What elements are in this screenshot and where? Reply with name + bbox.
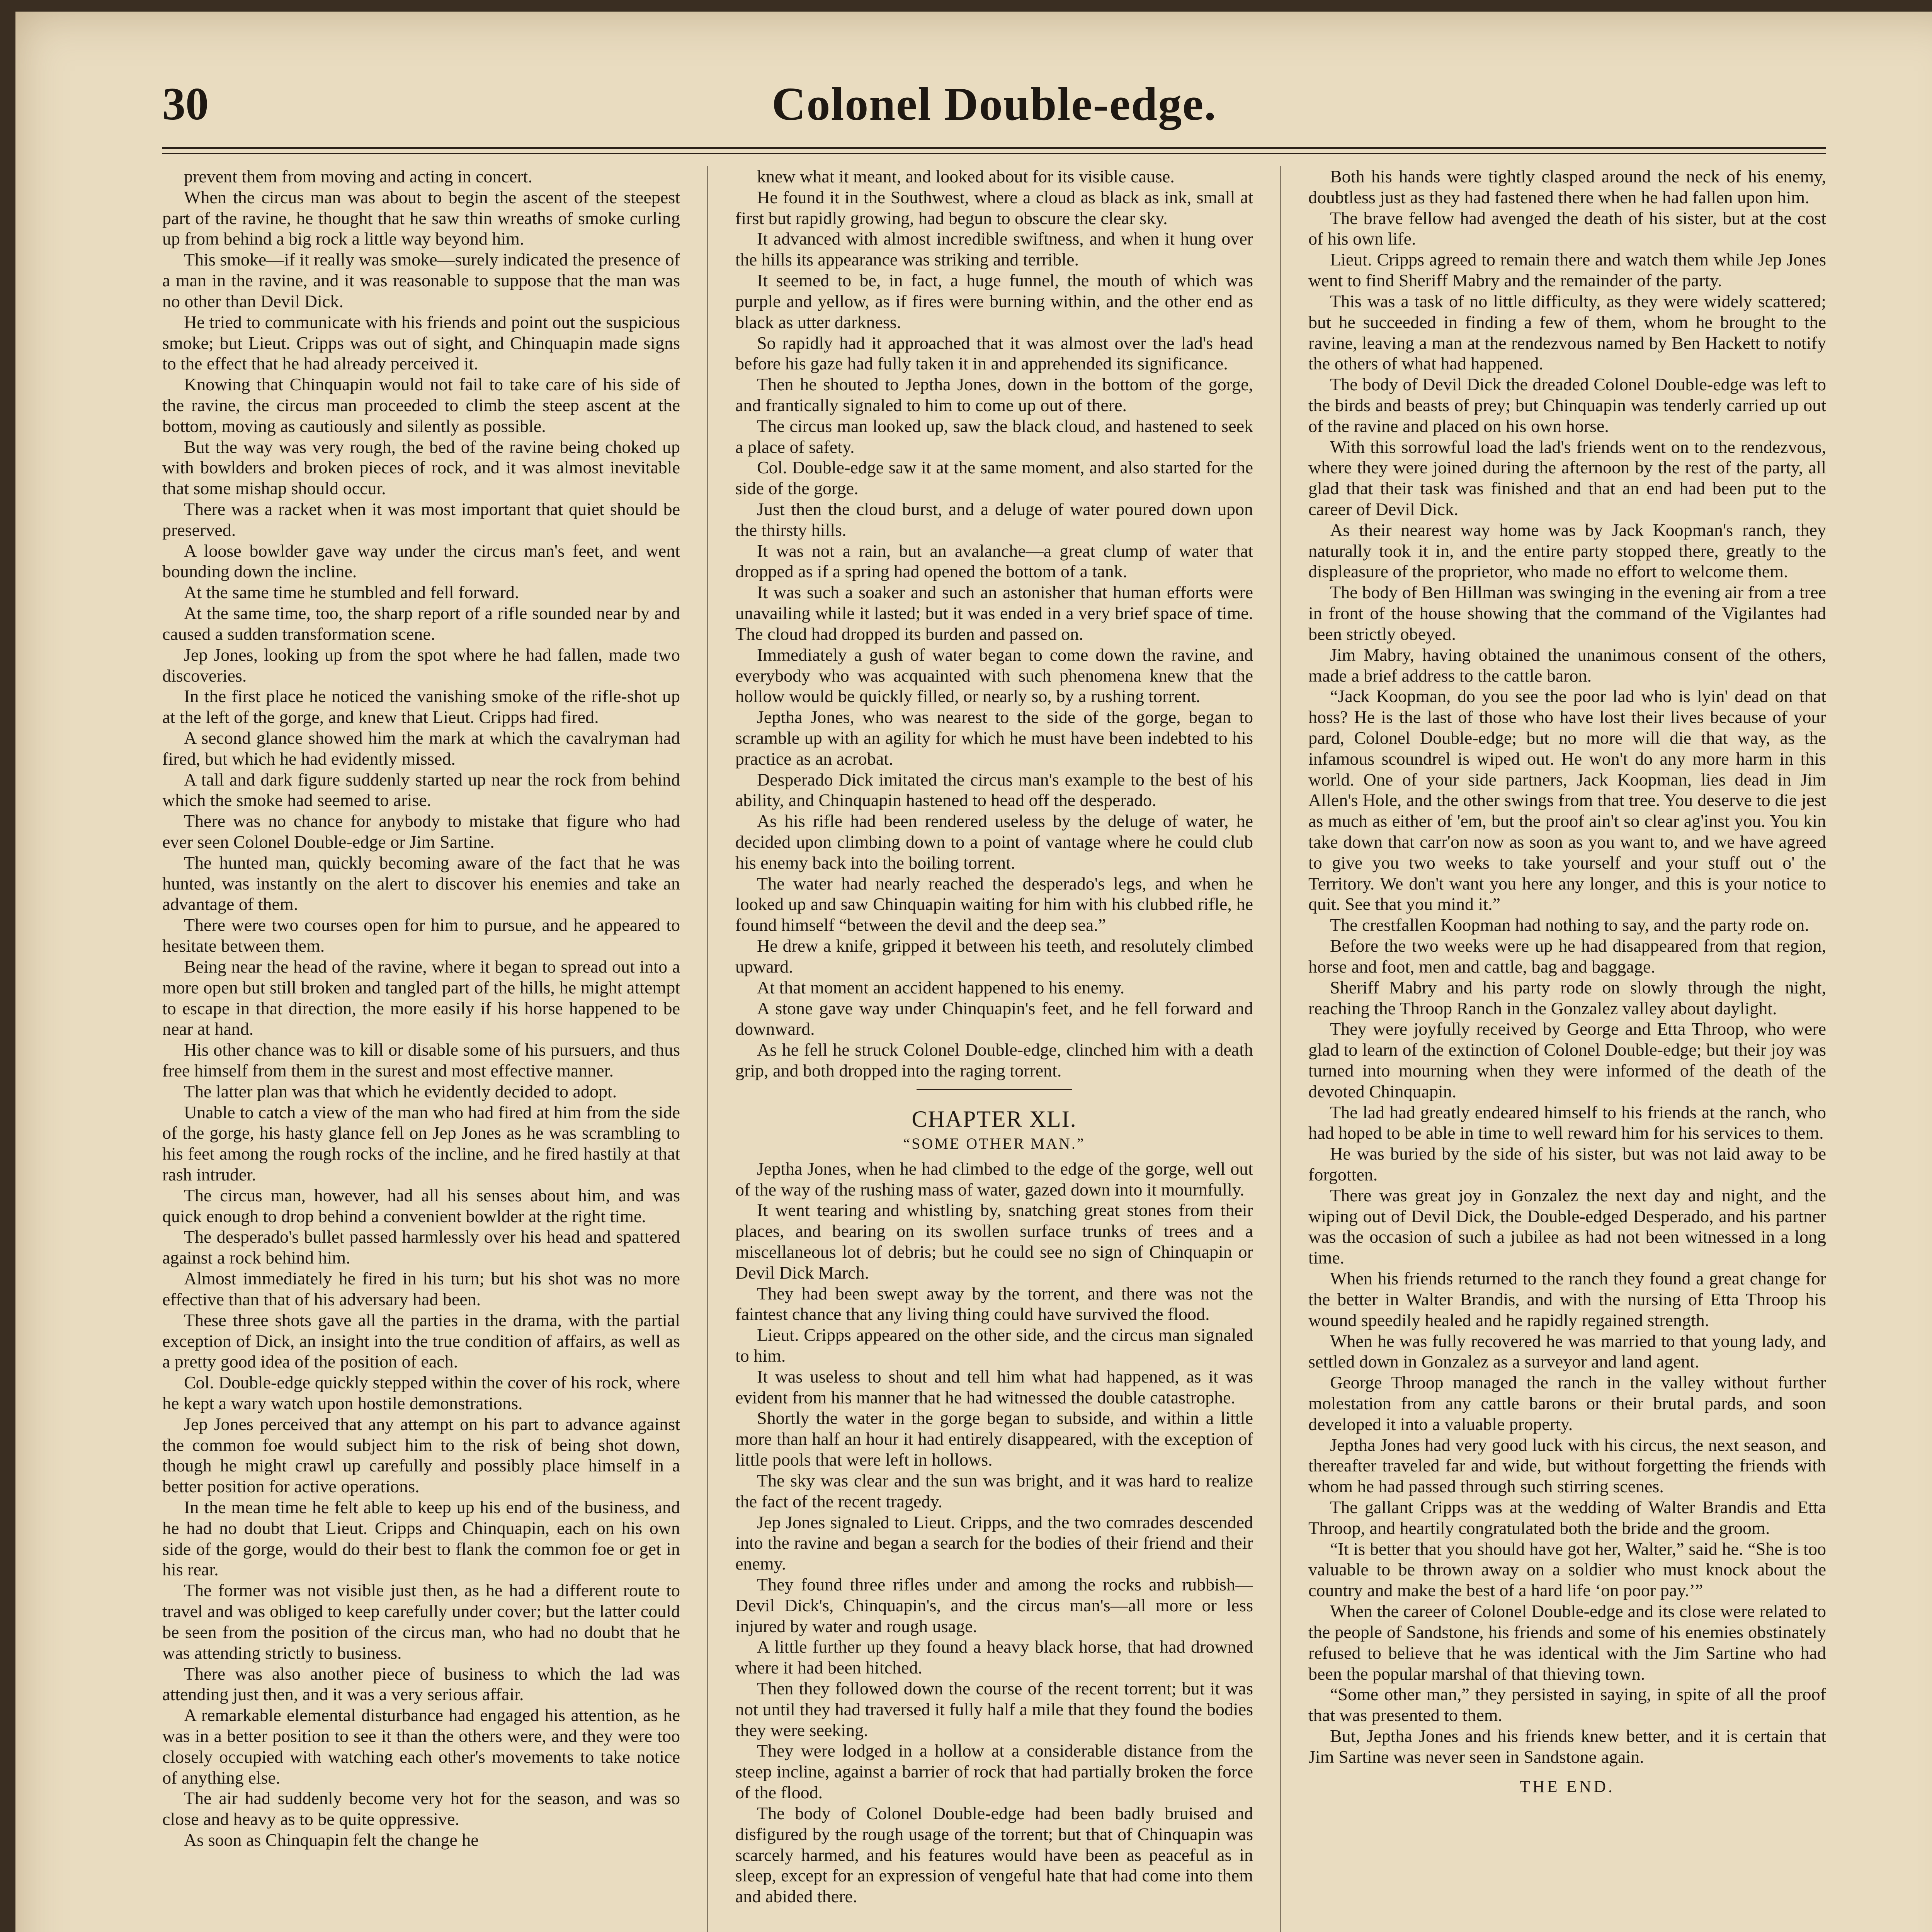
paragraph: There was a racket when it was most important that quiet should be preserved. [162, 499, 680, 540]
paragraph: Then he shouted to Jeptha Jones, down in the bottom of the gorge, and frantically signaled to him to come up out of there. [735, 374, 1253, 415]
paragraph: Knowing that Chinquapin would not fail to take care of his side of the ravine, the circus man proceeded to climb the steep ascent at the bottom, moving as cautiously and silently as possible. [162, 374, 680, 436]
paragraph: So rapidly had it approached that it was almost over the lad's head before his gaze had fully taken it in and apprehended its significance. [735, 333, 1253, 374]
paragraph: A tall and dark figure suddenly started up near the rock from behind which the smoke had seemed to arise. [162, 769, 680, 810]
paragraph: It went tearing and whistling by, snatching great stones from their places, and bearing on its swollen surface trunks of trees and a miscellaneous lot of debris; but he could see no sign of Chinquapin or Devil Dick March. [735, 1200, 1253, 1282]
column-2-after-chapter [735, 1158, 1253, 1907]
paragraph: A little further up they found a heavy black horse, that had drowned where it had been hitched. [735, 1637, 1253, 1678]
paragraph: Immediately a gush of water began to come down the ravine, and everybody who was acquainted with such phenomena knew that the hollow would be quickly filled, or nearly so, by a rushing torrent. [735, 645, 1253, 706]
paragraph: The desperado's bullet passed harmlessly over his head and spattered against a rock behind him. [162, 1227, 680, 1268]
paragraph: “Jack Koopman, do you see the poor lad who is lyin' dead on that hoss? He is the last of those who have lost their lives because of your pard, Colonel Double-edge; but no more will die that way, as the infamous scoundrel is wiped out. He won't do any more harm in this world. One of your side partners, Jack Koopman, lies dead in Jim Allen's Hole, and the other swings from that tree. You deserve to die jest as much as either of 'em, but the proof ain't so clear ag'inst you. You kin take down that carr'on now as soon as you want to, and we have agreed to give you two weeks to take yourself and your stuff out o' the Territory. We don't want you here any longer, and this is your notice to quit. See that you mind it.” [1308, 686, 1826, 914]
paragraph: His other chance was to kill or disable some of his pursuers, and thus free himself from them in the surest and most effective manner. [162, 1040, 680, 1080]
paragraph: It was not a rain, but an avalanche—a great clump of water that dropped as if a spring had opened the bottom of a tank. [735, 541, 1253, 582]
column-2-before-chapter [735, 166, 1253, 1081]
paragraph: He drew a knife, gripped it between his teeth, and resolutely climbed upward. [735, 936, 1253, 976]
paragraph: Shortly the water in the gorge began to subside, and within a little more than half an hour it had entirely disappeared, with the exception of little pools that were left in hollows. [735, 1408, 1253, 1470]
paragraph: As their nearest way home was by Jack Koopman's ranch, they naturally took it in, and the entire party stopped there, greatly to the displeasure of the proprietor, who made no effort to welcome them. [1308, 520, 1826, 582]
paragraph: Jeptha Jones had very good luck with his circus, the next season, and thereafter traveled far and wide, but without forgetting the friends with whom he had passed through such stirring scenes. [1308, 1435, 1826, 1497]
paragraph: They were joyfully received by George and Etta Throop, who were glad to learn of the extinction of Colonel Double-edge; but their joy was turned into mourning when they were informed of the death of the devoted Chinquapin. [1308, 1019, 1826, 1101]
paragraph: As he fell he struck Colonel Double-edge, clinched him with a death grip, and both dropped into the raging torrent. [735, 1040, 1253, 1080]
paragraph: Jep Jones signaled to Lieut. Cripps, and the two comrades descended into the ravine and began a search for the bodies of their friend and their enemy. [735, 1512, 1253, 1574]
paragraph: There was great joy in Gonzalez the next day and night, and the wiping out of Devil Dick, the Double-edged Desperado, and his partner was the occasion of such a jubilee as had not been witnessed in a long time. [1308, 1185, 1826, 1268]
paragraph: Both his hands were tightly clasped around the neck of his enemy, doubtless just as they had fastened there when he had fallen upon him. [1308, 167, 1826, 207]
paragraph: prevent them from moving and acting in concert. [184, 167, 532, 186]
paragraph: He was buried by the side of his sister, but was not laid away to be forgotten. [1308, 1144, 1826, 1184]
paragraph: Then they followed down the course of the recent torrent; but it was not until they had traversed it fully half a mile that they found the bodies they were seeking. [735, 1679, 1253, 1740]
chapter-heading: CHAPTER XLI. [912, 1106, 1077, 1132]
page-title: Colonel Double-edge. [772, 78, 1217, 130]
column-divider [1280, 166, 1281, 1932]
paragraph: The brave fellow had avenged the death of his sister, but at the cost of his own life. [1308, 208, 1826, 249]
column-3-text [1308, 166, 1826, 1767]
paragraph: But the way was very rough, the bed of the ravine being choked up with bowlders and broken pieces of rock, and it was almost inevitable that some mishap should occur. [162, 437, 680, 498]
paragraph: This was a task of no little difficulty, as they were widely scattered; but he succeeded in finding a few of them, whom he brought to the ravine, leaving a man at the rendezvous named by Ben Hackett to notify the others of what had happened. [1308, 291, 1826, 374]
column-divider [707, 166, 708, 1932]
paragraph: “It is better that you should have got her, Walter,” said he. “She is too valuable to be thrown away on a soldier who must knock about the country and make the best of a hard life ‘on poor pay.’” [1308, 1539, 1826, 1600]
paragraph: When he was fully recovered he was married to that young lady, and settled down in Gonzalez as a surveyor and land agent. [1308, 1331, 1826, 1372]
paragraph: Just then the cloud burst, and a deluge of water poured down upon the thirsty hills. [735, 499, 1253, 540]
paragraph: He tried to communicate with his friends and point out the suspicious smoke; but Lieut. Cripps was out of sight, and Chinquapin made signs to the effect that he had already perceived it. [162, 312, 680, 374]
paragraph: A loose bowlder gave way under the circus man's feet, and went bounding down the incline. [162, 541, 680, 582]
chapter-rule [917, 1089, 1072, 1090]
paragraph: The body of Colonel Double-edge had been badly bruised and disfigured by the rough usage of the torrent; but that of Chinquapin was scarcely harmed, and his features would have been as peaceful as in sleep, except for an expression of vengeful hate that had come into them and abided there. [735, 1803, 1253, 1906]
paragraph: Col. Double-edge quickly stepped within the cover of his rock, where he kept a wary watch upon hostile demonstrations. [162, 1372, 680, 1413]
article-columns [162, 166, 1826, 1932]
paragraph: They found three rifles under and among the rocks and rubbish—Devil Dick's, Chinquapin's, and the circus man's—all more or less injured by water and rough usage. [735, 1574, 1253, 1636]
paragraph: They had been swept away by the torrent, and there was not the faintest chance that any living thing could have survived the flood. [735, 1283, 1253, 1324]
paragraph: Lieut. Cripps agreed to remain there and watch them while Jep Jones went to find Sheriff Mabry and the remainder of the party. [1308, 250, 1826, 291]
paragraph: Lieut. Cripps appeared on the other side, and the circus man signaled to him. [735, 1325, 1253, 1366]
paragraph: A remarkable elemental disturbance had engaged his attention, as he was in a better position to see it than the others were, and they were too closely occupied with watching each other's movements to take notice of anything else. [162, 1705, 680, 1787]
paragraph: Jeptha Jones, who was nearest to the side of the gorge, began to scramble up with an agility for which he must have been indebted to his practice as an acrobat. [735, 707, 1253, 769]
paragraph: These three shots gave all the parties in the drama, with the partial exception of Dick, an insight into the true condition of affairs, as well as a pretty good idea of the position of each. [162, 1310, 680, 1372]
newspaper-page [15, 12, 1932, 1932]
paragraph: A stone gave way under Chinquapin's feet, and he fell forward and downward. [735, 998, 1253, 1039]
paragraph: George Throop managed the ranch in the valley without further molestation from any cattle barons or their brutal pards, and soon developed it into a valuable property. [1308, 1372, 1826, 1434]
paragraph: They were lodged in a hollow at a considerable distance from the steep incline, against a barrier of rock that had partially broken the force of the flood. [735, 1741, 1253, 1803]
paragraph: It was useless to shout and tell him what had happened, as it was evident from his manner that he had witnessed the double catastrophe. [735, 1366, 1253, 1407]
paragraph: The former was not visible just then, as he had a different route to travel and was obliged to keep carefully under cover; but the latter could be seen from the position of the circus man, who had no doubt that he was attending strictly to business. [162, 1580, 680, 1663]
paragraph: At the same time he stumbled and fell forward. [184, 582, 519, 602]
page-header [162, 70, 1826, 147]
paragraph: When the circus man was about to begin the ascent of the steepest part of the ravine, he thought that he saw thin wreaths of smoke curling up from behind a big rock a little way beyond him. [162, 187, 680, 249]
paragraph: The water had nearly reached the desperado's legs, and when he looked up and saw Chinquapin waiting for him with his clubbed rifle, he found himself “between the devil and the deep sea.” [735, 873, 1253, 935]
paragraph: Desperado Dick imitated the circus man's example to the best of his ability, and Chinquapin hastened to head off the desperado. [735, 769, 1253, 810]
page-number: 30 [162, 78, 209, 129]
paragraph: There was no chance for anybody to mistake that figure who had ever seen Colonel Double-edge or Jim Sartine. [162, 811, 680, 852]
paragraph: It seemed to be, in fact, a huge funnel, the mouth of which was purple and yellow, as if fires were burning within, and the other end as black as utter darkness. [735, 270, 1253, 332]
paragraph: Before the two weeks were up he had disappeared from that region, horse and foot, men and cattle, bag and baggage. [1308, 936, 1826, 976]
paragraph: The sky was clear and the sun was bright, and it was hard to realize the fact of the recent tragedy. [735, 1470, 1253, 1511]
paragraph: He found it in the Southwest, where a cloud as black as ink, small at first but rapidly growing, had begun to obscure the clear sky. [735, 187, 1253, 228]
paragraph: At that moment an accident happened to his enemy. [757, 977, 1125, 997]
the-end: THE END. [1520, 1777, 1615, 1796]
paragraph: The body of Devil Dick the dreaded Colonel Double-edge was left to the birds and beasts of prey; but Chinquapin was tenderly carried up out of the ravine and placed on his own horse. [1308, 374, 1826, 436]
paragraph: There was also another piece of business to which the lad was attending just then, and it was a very serious affair. [162, 1663, 680, 1704]
paragraph: When his friends returned to the ranch they found a great change for the better in Walter Brandis, and with the nursing of Etta Throop his wound speedily healed and he rapidly regained strength. [1308, 1269, 1826, 1330]
paragraph: The body of Ben Hillman was swinging in the evening air from a tree in front of the house showing that the command of the Vigilantes had been strictly obeyed. [1308, 582, 1826, 644]
paragraph: When the career of Colonel Double-edge and its close were related to the people of Sandstone, his friends and some of his enemies obstinately refused to believe that he was identical with the Jim Sartine who had been the popular marshal of that thieving town. [1308, 1601, 1826, 1684]
column-1 [162, 166, 680, 1932]
paragraph: Almost immediately he fired in his turn; but his shot was no more effective than that of his adversary had been. [162, 1269, 680, 1309]
column-3 [1308, 166, 1826, 1932]
paragraph: Jep Jones perceived that any attempt on his part to advance against the common foe would subject him to the risk of being shot down, though he might crawl up carefully and possibly place himself in a better position for active operations. [162, 1414, 680, 1497]
paragraph: As his rifle had been rendered useless by the deluge of water, he decided upon climbing down to a point of vantage where he could club his enemy back into the boiling torrent. [735, 811, 1253, 872]
paragraph: The lad had greatly endeared himself to his friends at the ranch, who had hoped to be able in time to well reward him for his services to them. [1308, 1102, 1826, 1143]
paragraph: At the same time, too, the sharp report of a rifle sounded near by and caused a sudden transformation scene. [162, 603, 680, 644]
paragraph: Jim Mabry, having obtained the unanimous consent of the others, made a brief address to the cattle baron. [1308, 645, 1826, 685]
paragraph: The air had suddenly become very hot for the season, and was so close and heavy as to be quite oppressive. [162, 1788, 680, 1829]
paragraph: Jep Jones, looking up from the spot where he had fallen, made two discoveries. [162, 645, 680, 685]
paragraph: It advanced with almost incredible swiftness, and when it hung over the hills its appearance was striking and terrible. [735, 229, 1253, 270]
paragraph: The circus man looked up, saw the black cloud, and hastened to seek a place of safety. [735, 416, 1253, 457]
paragraph: “Some other man,” they persisted in saying, in spite of all the proof that was presented to them. [1308, 1684, 1826, 1725]
paragraph: As soon as Chinquapin felt the change he [184, 1830, 479, 1850]
column-2 [735, 166, 1253, 1932]
paragraph: Unable to catch a view of the man who had fired at him from the side of the gorge, his hasty glance fell on Jep Jones as he was scrambling to his feet among the rough rocks of the incline, and he fired hastily at that rash intruder. [162, 1102, 680, 1184]
paragraph: Jeptha Jones, when he had climbed to the edge of the gorge, well out of the way of the rushing mass of water, gazed down into it mournfully. [735, 1158, 1253, 1199]
paragraph: It was such a soaker and such an astonisher that human efforts were unavailing while it lasted; but it was ended in a very brief space of time. The cloud had dropped its burden and passed on. [735, 582, 1253, 644]
paragraph: In the mean time he felt able to keep up his end of the business, and he had no doubt that Lieut. Cripps and Chinquapin, each on his own side of the gorge, would do their best to flank the common foe or get in his rear. [162, 1497, 680, 1580]
paragraph: But, Jeptha Jones and his friends knew better, and it is certain that Jim Sartine was never seen in Sandstone again. [1308, 1726, 1826, 1767]
header-rule [162, 147, 1826, 154]
paragraph: The latter plan was that which he evidently decided to adopt. [184, 1081, 617, 1101]
paragraph: In the first place he noticed the vanishing smoke of the rifle-shot up at the left of the gorge, and knew that Lieut. Cripps had fired. [162, 686, 680, 727]
paragraph: The gallant Cripps was at the wedding of Walter Brandis and Etta Throop, and heartily congratulated both the bride and the groom. [1308, 1497, 1826, 1538]
paragraph: Sheriff Mabry and his party rode on slowly through the night, reaching the Throop Ranch in the Gonzalez valley about daylight. [1308, 977, 1826, 1018]
paragraph: knew what it meant, and looked about for its visible cause. [757, 167, 1175, 186]
paragraph: With this sorrowful load the lad's friends went on to the rendezvous, where they were joined during the afternoon by the rest of the party, all glad that their task was finished and that an end had been put to the career of Devil Dick. [1308, 437, 1826, 519]
paragraph: The crestfallen Koopman had nothing to say, and the party rode on. [1330, 915, 1809, 935]
paragraph: This smoke—if it really was smoke—surely indicated the presence of a man in the ravine, and it was reasonable to suppose that the man was no other than Devil Dick. [162, 250, 680, 311]
paragraph: The circus man, however, had all his senses about him, and was quick enough to drop behind a convenient bowlder at the right time. [162, 1185, 680, 1226]
chapter-subtitle: “SOME OTHER MAN.” [903, 1134, 1085, 1152]
paragraph: Being near the head of the ravine, where it began to spread out into a more open but still broken and tangled part of the hills, he might attempt to escape in that direction, the more easily if his horse happened to be near at hand. [162, 956, 680, 1039]
paragraph: There were two courses open for him to pursue, and he appeared to hesitate between them. [162, 915, 680, 956]
paragraph: Col. Double-edge saw it at the same moment, and also started for the side of the gorge. [735, 457, 1253, 498]
paragraph: The hunted man, quickly becoming aware of the fact that he was hunted, was instantly on the alert to discover his enemies and take an advantage of them. [162, 852, 680, 914]
paragraph: A second glance showed him the mark at which the cavalryman had fired, but which he had evidently missed. [162, 728, 680, 769]
